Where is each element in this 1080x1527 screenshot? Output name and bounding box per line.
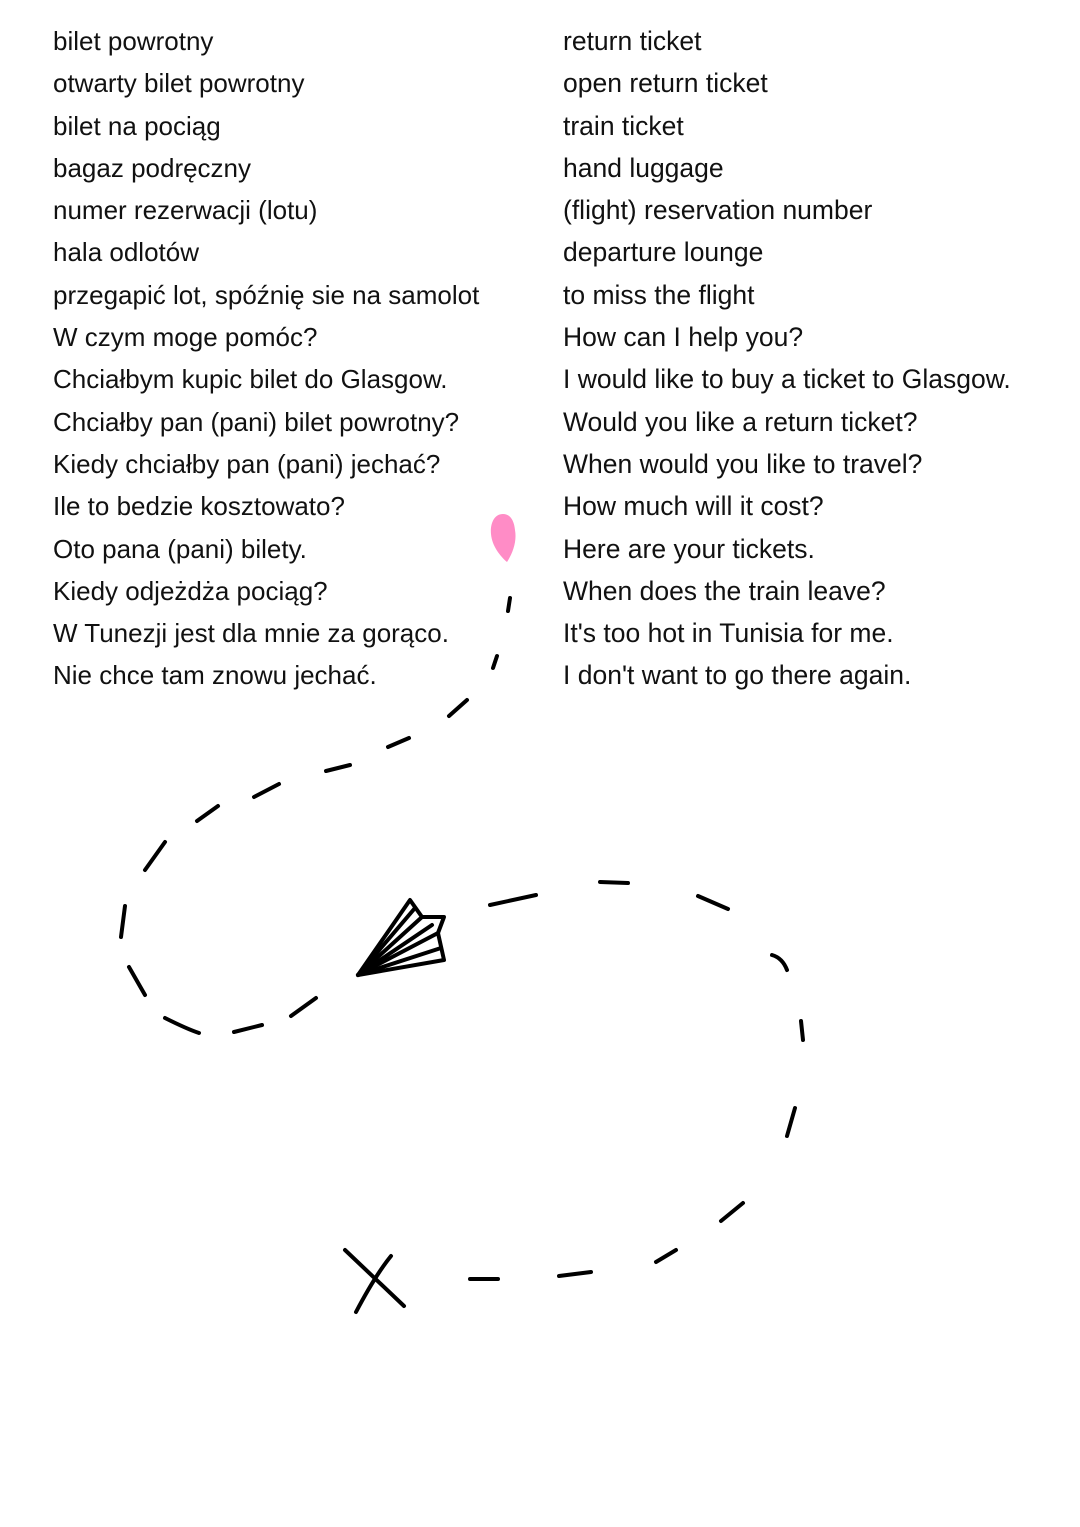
- phrase-pl-16: Nie chce tam znowu jechać.: [53, 660, 377, 691]
- phrase-pl-11: Kiedy chciałby pan (pani) jechać?: [53, 448, 441, 479]
- phrase-pl-6: hala odlotów: [53, 237, 199, 268]
- phrase-pl-13: Oto pana (pani) bilety.: [53, 533, 307, 564]
- phrase-en-2: open return ticket: [563, 68, 768, 99]
- phrase-en-15: It's too hot in Tunisia for me.: [563, 618, 894, 649]
- phrase-pl-10: Chciałby pan (pani) bilet powrotny?: [53, 406, 460, 437]
- phrase-en-1: return ticket: [563, 26, 702, 56]
- phrase-pl-15: W Tunezji jest dla mnie za gorąco.: [53, 618, 449, 649]
- phrase-en-7: to miss the flight: [563, 279, 755, 310]
- phrase-en-8: How can I help you?: [563, 322, 804, 353]
- phrase-en-16: I don't want to go there again.: [563, 660, 912, 691]
- phrase-pl-1: bilet powrotny: [53, 26, 214, 56]
- phrase-en-11: When would you like to travel?: [563, 448, 923, 479]
- phrase-pl-9: Chciałbym kupic bilet do Glasgow.: [53, 364, 448, 395]
- phrase-pl-8: W czym moge pomóc?: [53, 322, 318, 353]
- phrase-en-3: train ticket: [563, 110, 684, 141]
- location-pin-icon: [491, 514, 516, 562]
- dashed-flight-path: [121, 598, 803, 1279]
- phrase-pl-4: bagaz podręczny: [53, 152, 252, 183]
- x-mark-icon: [345, 1250, 404, 1312]
- phrase-en-6: departure lounge: [563, 237, 764, 268]
- phrase-pl-5: numer rezerwacji (lotu): [53, 195, 318, 226]
- phrase-pl-2: otwarty bilet powrotny: [53, 68, 305, 99]
- phrase-en-9: I would like to buy a ticket to Glasgow.: [563, 364, 1011, 395]
- phrase-en-14: When does the train leave?: [563, 575, 886, 606]
- phrase-en-13: Here are your tickets.: [563, 533, 815, 564]
- phrase-en-5: (flight) reservation number: [563, 195, 873, 226]
- phrase-pl-12: Ile to bedzie kosztowato?: [53, 491, 345, 522]
- paper-plane-icon: [358, 900, 444, 975]
- phrase-pl-14: Kiedy odjeżdża pociąg?: [53, 575, 328, 606]
- phrase-pl-7: przegapić lot, spóźnię sie na samolot: [53, 279, 480, 310]
- phrase-pl-3: bilet na pociąg: [53, 110, 221, 141]
- phrase-en-4: hand luggage: [563, 152, 724, 183]
- phrase-en-12: How much will it cost?: [563, 491, 824, 522]
- phrase-en-10: Would you like a return ticket?: [563, 406, 918, 437]
